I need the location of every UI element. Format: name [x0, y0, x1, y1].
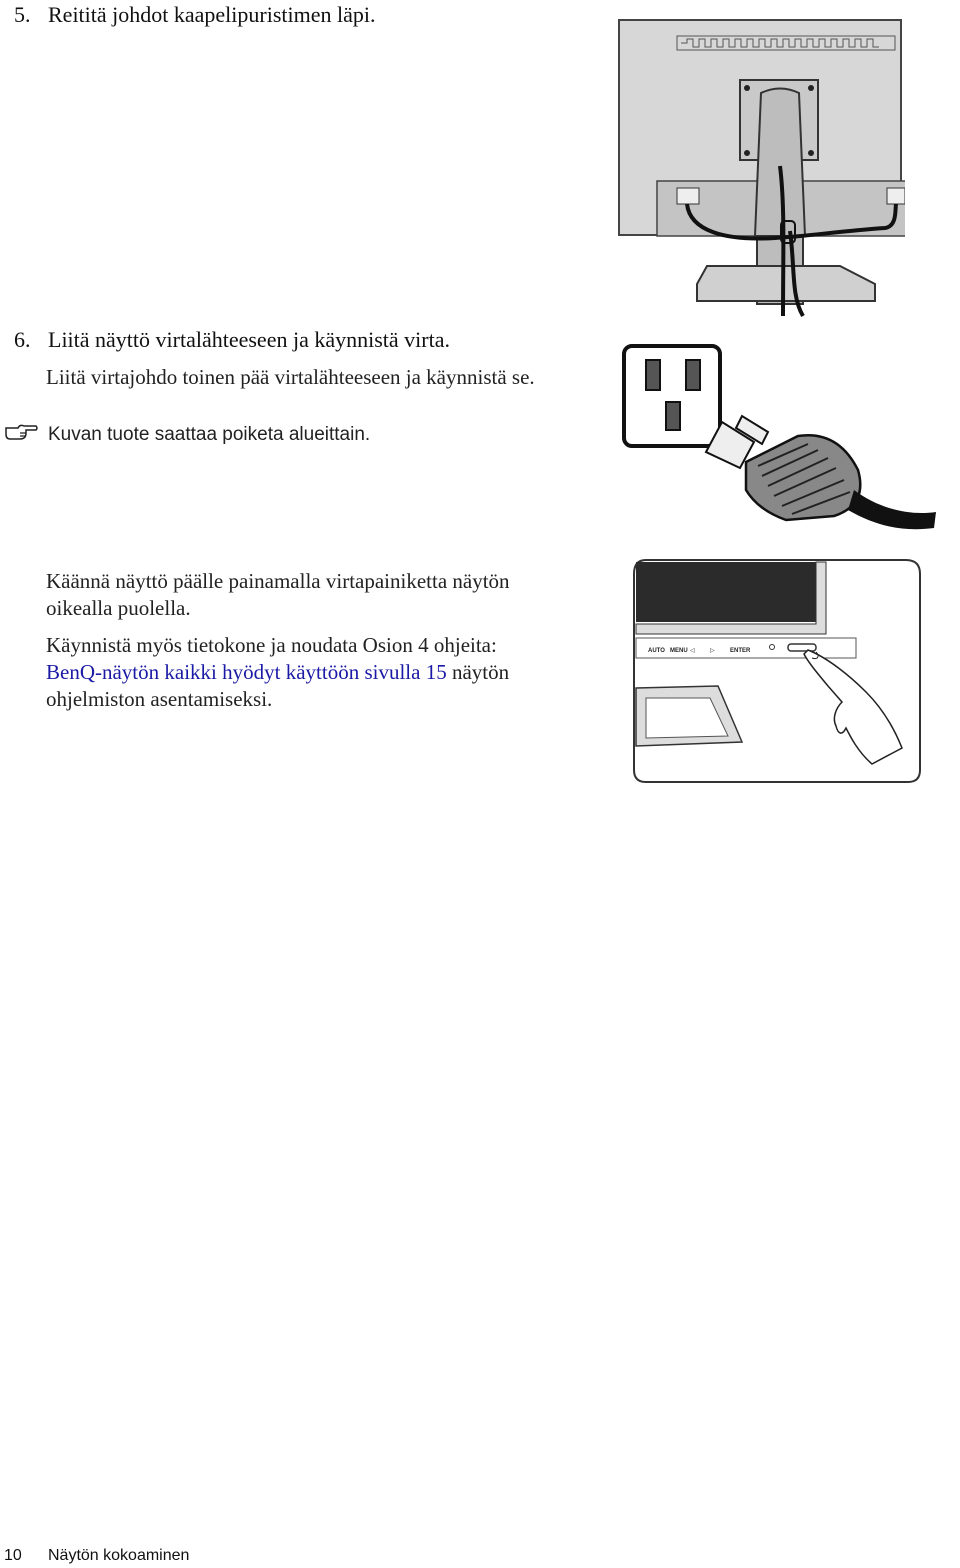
- step-6-instruction: Liitä virtajohdo toinen pää virtalähteeseen ja käynnistä se.: [46, 365, 535, 389]
- bezel-auto-label: AUTO: [648, 648, 665, 654]
- bezel-enter-label: ENTER: [730, 648, 751, 654]
- page-link[interactable]: BenQ-näytön kaikki hyödyt käyttöön sivulla 15: [46, 660, 447, 684]
- pointing-hand-icon: [4, 420, 38, 447]
- step-5-heading: [14, 2, 376, 28]
- step-title: Liitä näyttö virtalähteeseen ja käynnistä virta.: [48, 327, 450, 352]
- svg-text:◁: ◁: [690, 648, 695, 654]
- bezel-menu-label: MENU: [670, 648, 688, 654]
- computer-line: ohjelmiston asentamiseksi.: [46, 687, 273, 711]
- step-title: Reititä johdot kaapelipuristimen läpi.: [48, 2, 376, 27]
- outlet-plug-illustration: [618, 340, 940, 535]
- step-6-heading: [14, 327, 450, 353]
- power-on-line: Käännä näyttö päälle painamalla virtapainiketta näytön: [46, 569, 510, 593]
- step-number: 6.: [14, 327, 31, 352]
- svg-text:▷: ▷: [710, 648, 715, 654]
- link-suffix: näytön: [446, 660, 510, 684]
- power-on-line: oikealla puolella.: [46, 596, 191, 620]
- computer-instructions: [46, 632, 509, 713]
- step-number: 5.: [14, 2, 31, 27]
- computer-line: Käynnistä myös tietokone ja noudata Osion 4 ohjeita:: [46, 633, 497, 657]
- power-button-illustration: [632, 558, 924, 786]
- footer-section-title: Näytön kokoaminen: [48, 1547, 190, 1564]
- note-text: Kuvan tuote saattaa poiketa alueittain.: [48, 424, 371, 445]
- monitor-back-cable-illustration: [615, 16, 905, 321]
- power-on-text: [46, 568, 510, 622]
- page-number: 10: [4, 1547, 22, 1564]
